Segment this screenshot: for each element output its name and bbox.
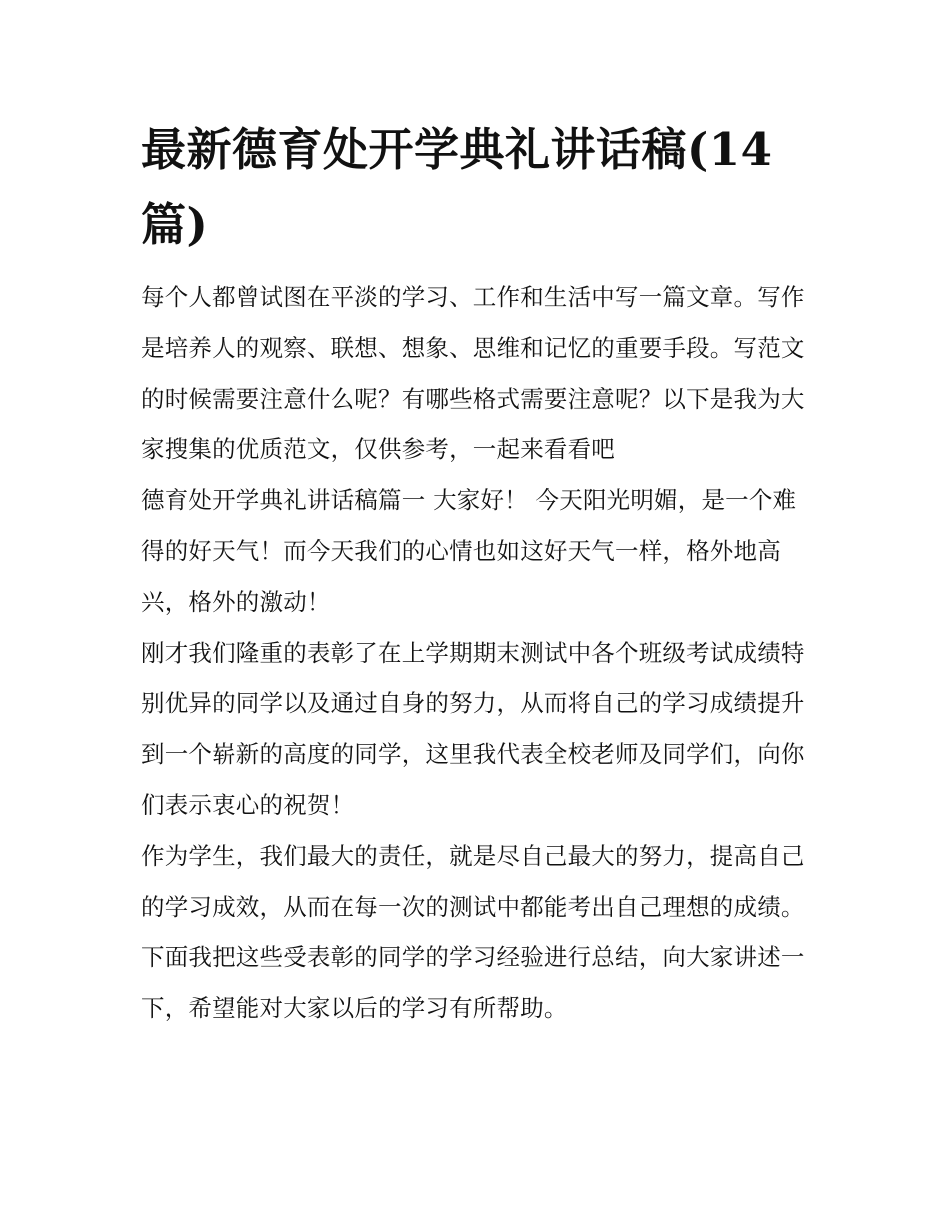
paragraph-greeting: 德育处开学典礼讲话稿篇一 大家好！ 今天阳光明媚，是一个难得的好天气！而今天我们的心情也如这好天气一样，格外地高兴，格外的激动！ [141, 486, 797, 616]
paragraph-commendation: 刚才我们隆重的表彰了在上学期期末测试中各个班级考试成绩特别优异的同学以及通过自身的努力，从而将自己的学习成绩提升到一个崭新的高度的同学，这里我代表全校老师及同学们，向你们表示衷心的祝贺！ [141, 638, 805, 819]
paragraph-intro: 每个人都曾试图在平淡的学习、工作和生活中写一篇文章。写作是培养人的观察、联想、想象、思维和记忆的重要手段。写范文的时候需要注意什么呢？有哪些格式需要注意呢？以下是我为大家搜集的优质范文，仅供参考，一起来看看吧 [141, 283, 805, 464]
document-title: 最新德育处开学典礼讲话稿(14篇) [141, 123, 773, 251]
document-page [141, 112, 813, 1034]
paragraph-responsibility: 作为学生，我们最大的责任，就是尽自己最大的努力，提高自己的学习成效，从而在每一次的测试中都能考出自己理想的成绩。 [141, 841, 805, 921]
paragraph-experience: 下面我把这些受表彰的同学的学习经验进行总结，向大家讲述一下，希望能对大家以后的学习有所帮助。 [141, 943, 805, 1023]
